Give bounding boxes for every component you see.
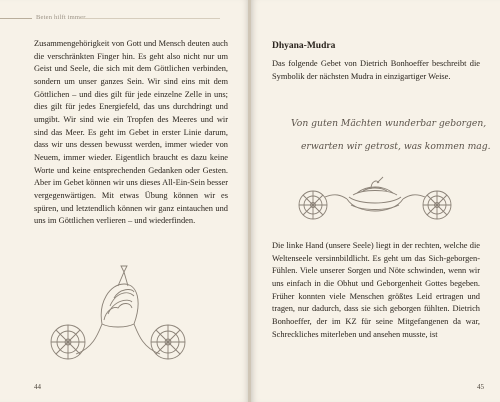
right-body-text: Die linke Hand (unsere Seele) liegt in der rechten, welche die Weltenseele versinnbildlicht. Es geht um das Sich-geborgen-Fühlen. Viele unserer Sorgen und Nöte schwinden, wenn wir uns einfach in die Obhut und Geborgenheit Gottes begeben. Früher konnten viele Menschen größtes Leid ertragen und tragen, nur dadurch, dass sie sich geborgen fühlten. Dietrich Bonhoeffer, der im KZ für seine Mitgefangenen da war, Schreckliches miterleben und ansehen musste, ist [272, 241, 480, 339]
running-head-rule-right [80, 18, 220, 19]
section-heading: Dhyana-Mudra [272, 41, 336, 51]
interlaced-fingers-mudra-illustration [48, 262, 188, 362]
dhyana-mudra-illustration [297, 175, 453, 227]
running-head-rule [0, 18, 32, 19]
running-head-text: Beten hilft immer [36, 14, 86, 21]
intro-paragraph: Das folgende Gebet von Dietrich Bonhoeffer beschreibt die Symbolik der nächsten Mudra in einzigartiger Weise. [272, 59, 480, 81]
quote-line-1: Von guten Mächten wunderbar geborgen, [291, 118, 487, 129]
right-page [251, 0, 500, 402]
left-page [0, 0, 249, 402]
running-head [0, 14, 249, 24]
left-body-text: Zusammengehörigkeit von Gott und Mensch deuten auch die verschränkten Finger hin. Es geht also nicht nur um Geist und Seele, die sich mit dem Göttlichen verbinden, sondern um unser ganzes Sein. Wir sind eins mit dem Göttlichen – und dies gilt für jede einzelne Zelle in uns; dies gilt für jedes Energiefeld, das uns durchdringt und umgibt. Wir sind wie ein Tropfen des Meeres und wir sind das Meer. Es geht im Gebet in erster Linie darum, dass wir uns dessen bewusst werden, immer wieder von Neuem, immer wieder. Eigentlich braucht es dazu keine Worte und keine entsprechenden Gedanken oder Gesten. Aber im Gebet können wir uns dieses All-Ein-Sein besser vergegenwärtigen. Mit etwas Übung können wir es spüren, und letztendlich können wir ganz eintauchen und uns im Göttlichen verlieren – und wiederfinden. [34, 39, 228, 226]
page-number-left: 44 [34, 383, 41, 391]
page-number-right: 45 [477, 383, 484, 391]
quote-line-2: erwarten wir getrost, was kommen mag. [301, 141, 491, 152]
